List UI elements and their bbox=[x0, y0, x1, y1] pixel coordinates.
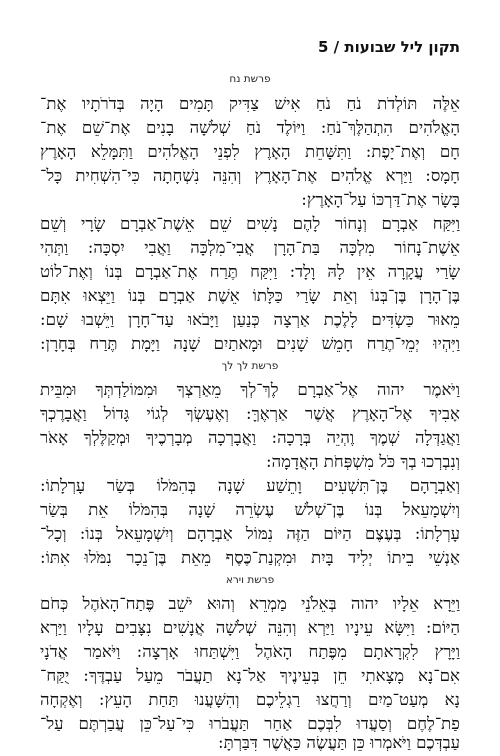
text-line: אֵשֶׁת־נָחוֹר מִלְכָּה בַּת־הָרָן אֲבִי־מִלְכָּה וַאֲבִי יִסְכָּה: וַתְּהִי bbox=[40, 238, 460, 257]
text-line: שָׂרַי עֲקָרָה אֵין לָהּ וָלָד: וַיִּקַּח תֶּרַח אֶת־אַבְרָם בְּנוֹ וְאֶת־לוֹט bbox=[40, 262, 460, 281]
text-line: וְנִבְרְכוּ בְךָ כֹּל מִשְׁפְּחֹת הָאֲדָמָה: bbox=[266, 452, 460, 471]
text-line: פַת־לֶחֶם וְסַעֲדוּ לִבְּכֶם אַחַר תַּעֲבֹרוּ כִּי־עַל־כֵּן עֲבַרְתֶּם עַל־ bbox=[40, 714, 460, 733]
text-line: הָאֱלֹהִים הִתְהַלֶּךְ־נֹחַ: וַיּוֹלֶד נֹחַ שְׁלֹשָׁה בָנִים אֶת־שֵׁם אֶת־ bbox=[40, 118, 460, 137]
text-line: וַיֵּרָא אֵלָיו יהוה בְּאֵלֹנֵי מַמְרֵא וְהוּא יֹשֵׁב פֶּתַח־הָאֹהֶל כְּחֹם bbox=[40, 594, 460, 613]
text-line: אֵלֶּה תּוֹלְדֹת נֹחַ נֹחַ אִישׁ צַדִּיק תָּמִים הָיָה בְּדֹרֹתָיו אֶת־ bbox=[40, 94, 460, 113]
section-title-lech-lecha: פרשת לך לך bbox=[221, 360, 279, 372]
text-line: וַיִּהְיוּ יְמֵי־תֶרַח חָמֵשׁ שָׁנִים וּמָאתַיִם שָׁנָה וַיָּמָת תֶּרַח בְּחָרָן: bbox=[40, 334, 460, 353]
text-line: עַבְדְּכֶם וַיֹּאמְרוּ כֵּן תַּעֲשֶׂה כַּאֲשֶׁר דִּבַּרְתָּ: bbox=[218, 733, 460, 752]
text-line: וְאַבְרָהָם בֶּן־תִּשְׁעִים וָתֵשַׁע שָׁנָה בְּהִמֹּלוֹ בְּשַׂר עָרְלָתוֹ: bbox=[40, 476, 460, 495]
text-line: הַיּוֹם: וַיִּשָּׂא עֵינָיו וַיַּרְא וְהִנֵּה שְׁלֹשָׁה אֲנָשִׁים נִצָּבִים עָלָיו וַיַּרְא bbox=[40, 618, 460, 637]
text-line: חָמָס: וַיַּרְא אֱלֹהִים אֶת־הָאָרֶץ וְהִנֵּה נִשְׁחָתָה כִּי־הִשְׁחִית כָּל־ bbox=[40, 166, 460, 185]
text-line: וַיִּקַּח אַבְרָם וְנָחוֹר לָהֶם נָשִׁים שֵׁם אֵשֶׁת־אַבְרָם שָׂרָי וְשֵׁם bbox=[40, 214, 460, 233]
text-line: עָרְלָתוֹ: בְּעֶצֶם הַיּוֹם הַזֶּה נִמּוֹל אַבְרָהָם וְיִשְׁמָעֵאל בְּנוֹ: וְכָל־ bbox=[40, 524, 460, 543]
text-line: וַיָּרָץ לִקְרָאתָם מִפֶּתַח הָאֹהֶל וַיִּשְׁתַּחוּ אָרְצָה: וַיֹּאמַר אֲדֹנָי bbox=[40, 642, 460, 661]
text-line: מֵאוּר כַּשְׂדִּים לָלֶכֶת אַרְצָה כְּנַעַן וַיָּבֹאוּ עַד־חָרָן וַיֵּשְׁבוּ שָׁם: bbox=[40, 310, 460, 329]
text-line: וְיִשְׁמָעֵאל בְּנוֹ בֶּן־שְׁלֹשׁ עֶשְׂרֵה שָׁנָה בְּהִמֹּלוֹ אֵת בְּשַׂר bbox=[40, 500, 460, 519]
text-line: אָבִיךָ אֶל־הָאָרֶץ אֲשֶׁר אַרְאֶךָּ: וְאֶעֶשְׂךָ לְגוֹי גָּדוֹל וַאֲבָרֶכְךָ bbox=[40, 404, 460, 423]
text-line: וַיֹּאמֶר יהוה אֶל־אַבְרָם לֶךְ־לְךָ מֵאַרְצְךָ וּמִמּוֹלַדְתְּךָ וּמִבֵּית bbox=[40, 380, 460, 399]
text-line: וַאֲגַדְּלָה שְׁמֶךָ וֶהְיֵה בְּרָכָה: וַאֲבָרְכָה מְבָרְכֶיךָ וּמְקַלֶּלְךָ אָאֹר bbox=[40, 428, 460, 447]
text-line: אִם־נָא מָצָאתִי חֵן בְּעֵינֶיךָ אַל־נָא תַעֲבֹר מֵעַל עַבְדֶּךָ: יֻקַּח־ bbox=[40, 666, 460, 685]
section-title-vayera: פרשת וירא bbox=[225, 574, 275, 586]
text-line: בָּשָׂר אֶת־דַּרְכּוֹ עַל־הָאָרֶץ: bbox=[301, 190, 460, 209]
text-line: חָם וְאֶת־יָפֶת: וַתִּשָּׁחֵת הָאָרֶץ לִפְנֵי הָאֱלֹהִים וַתִּמָּלֵא הָאָרֶץ bbox=[40, 142, 460, 161]
text-line: בֶּן־הָרָן בֶּן־בְּנוֹ וְאֵת שָׂרַי כַּלָּתוֹ אֵשֶׁת אַבְרָם בְּנוֹ וַיֵּצְאוּ אִתָּם bbox=[40, 286, 460, 305]
page-header: תקון ליל שבועות / 5 bbox=[317, 38, 460, 56]
text-line: אַנְשֵׁי בֵיתוֹ יְלִיד בָּיִת וּמִקְנַת־כֶּסֶף מֵאֵת בֶּן־נֵכָר נִמֹּלוּ אִתּוֹ: bbox=[40, 548, 460, 567]
section-title-noach: פרשת נח bbox=[229, 73, 271, 85]
text-line: נָא מְעַט־מַיִם וְרַחֲצוּ רַגְלֵיכֶם וְהִשָּׁעֲנוּ תַּחַת הָעֵץ: וְאֶקְחָה bbox=[40, 690, 460, 709]
